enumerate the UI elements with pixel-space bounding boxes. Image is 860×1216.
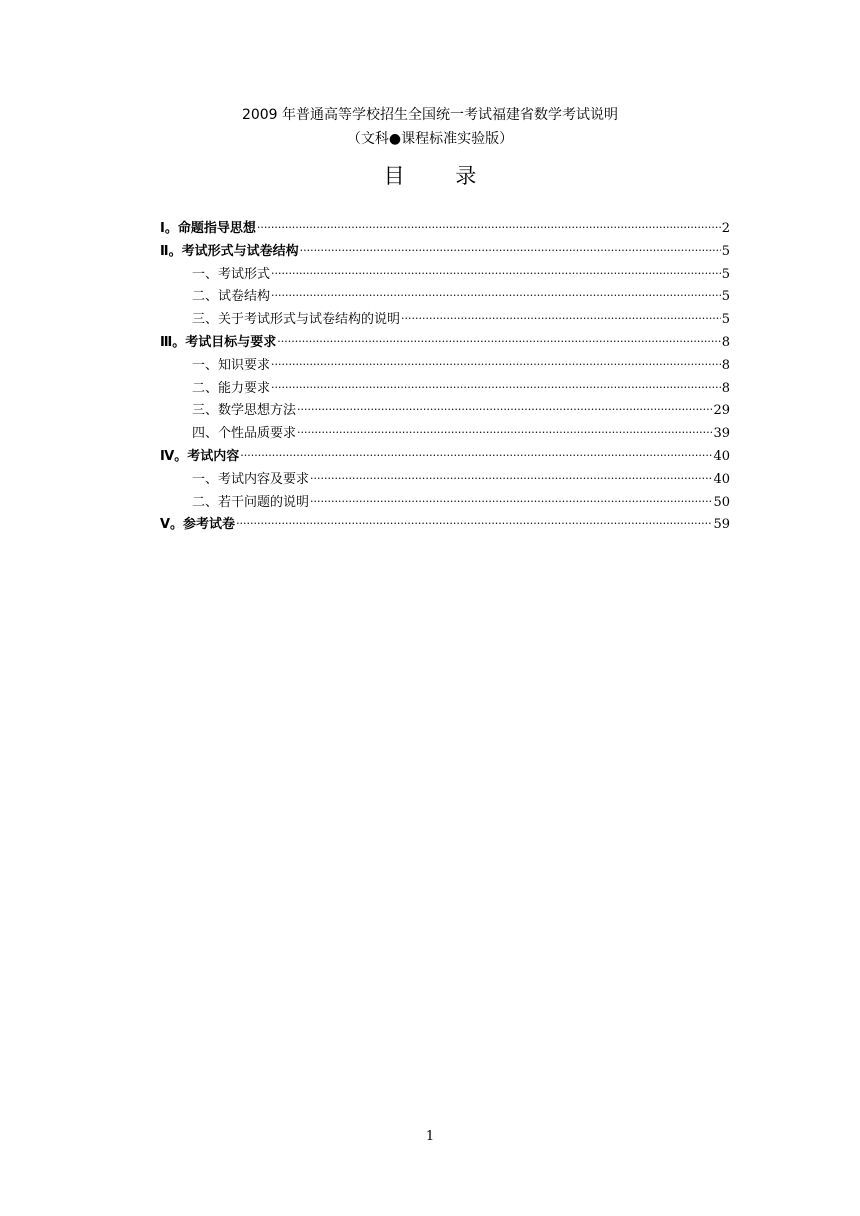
toc-entry-label: 三、关于考试形式与试卷结构的说明 (192, 312, 401, 328)
toc-entry[interactable] (160, 514, 730, 537)
dot-leader (401, 308, 721, 331)
toc-entry-label: Ⅲ。考试目标与要求 (160, 334, 277, 350)
toc-entry-page: 59 (713, 517, 730, 533)
toc-entry[interactable] (160, 309, 730, 332)
toc-entry-page: 40 (713, 471, 730, 487)
dot-leader (271, 263, 721, 286)
toc-entry-label: 二、试卷结构 (192, 289, 271, 305)
toc-entry-page: 8 (721, 334, 730, 350)
toc-entry-label: Ⅰ。命题指导思想 (160, 221, 256, 236)
toc-entry[interactable] (160, 264, 730, 287)
dot-leader (271, 354, 721, 377)
dot-leader (297, 399, 712, 422)
toc-entry-page: 5 (721, 312, 730, 328)
toc-entry[interactable] (160, 423, 730, 446)
toc-entry-label: 三、数学思想方法 (192, 403, 297, 419)
dot-leader (236, 513, 712, 536)
toc-entry-label: 二、能力要求 (192, 380, 271, 396)
toc-entry-label: 一、知识要求 (192, 357, 271, 373)
dot-leader (297, 422, 712, 445)
toc-entry-page: 2 (721, 221, 730, 236)
toc-entry[interactable] (160, 378, 730, 401)
toc-entry-page: 39 (713, 426, 730, 442)
title-block (0, 104, 860, 191)
toc-entry-page: 29 (713, 403, 730, 419)
dot-leader (310, 491, 712, 514)
toc-entry[interactable] (160, 355, 730, 378)
toc-entry[interactable] (160, 332, 730, 355)
toc-entry[interactable] (160, 446, 730, 469)
toc-entry-label: Ⅱ。考试形式与试卷结构 (160, 243, 299, 259)
toc-entry[interactable] (160, 218, 730, 241)
dot-leader (271, 285, 721, 308)
toc-entry-page: 50 (713, 494, 730, 510)
dot-leader (240, 445, 712, 468)
toc-entry[interactable] (160, 469, 730, 492)
toc-entry[interactable] (160, 286, 730, 309)
toc-entry-page: 5 (721, 243, 730, 259)
document-subtitle: （文科●课程标准实验版） (346, 131, 514, 147)
toc-heading: 目 录 (383, 164, 499, 188)
toc-entry-page: 5 (721, 289, 730, 305)
document-title: 2009 年普通高等学校招生全国统一考试福建省数学考试说明 (241, 107, 619, 123)
toc-entry-label: 四、个性品质要求 (192, 426, 297, 442)
dot-leader (271, 377, 721, 400)
toc-entry-label: 二、若干问题的说明 (192, 494, 310, 510)
toc-entry-page: 40 (713, 448, 730, 464)
dot-leader (257, 217, 721, 240)
table-of-contents (160, 218, 730, 537)
dot-leader (277, 331, 720, 354)
toc-entry-page: 8 (721, 380, 730, 396)
dot-leader (300, 240, 721, 263)
toc-entry[interactable] (160, 492, 730, 515)
toc-entry-label: 一、考试内容及要求 (192, 471, 310, 487)
dot-leader (310, 468, 712, 491)
page-number: 1 (425, 1129, 435, 1144)
toc-entry[interactable] (160, 241, 730, 264)
toc-entry-label: 一、考试形式 (192, 266, 271, 282)
toc-entry-label: Ⅳ。考试内容 (160, 448, 240, 464)
toc-entry[interactable] (160, 400, 730, 423)
toc-entry-page: 5 (721, 266, 730, 282)
toc-entry-label: Ⅴ。参考试卷 (160, 517, 236, 533)
toc-entry-page: 8 (721, 357, 730, 373)
